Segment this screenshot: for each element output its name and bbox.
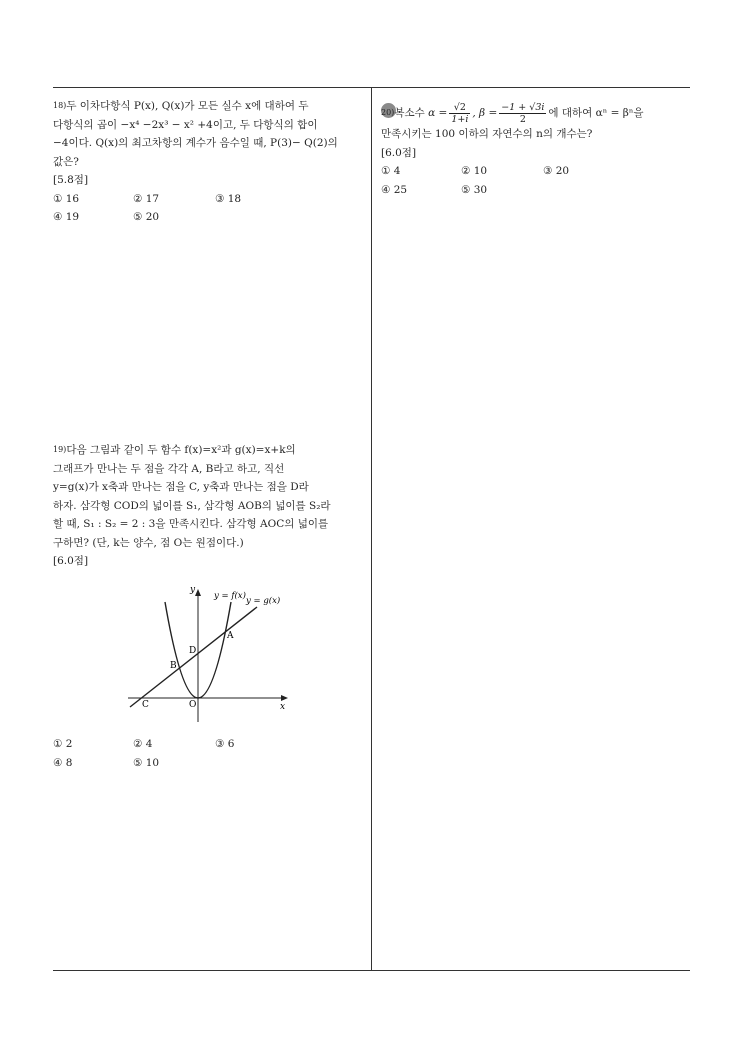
question-18-number: 18) (53, 101, 67, 110)
choice-4[interactable]: ④ 19 (53, 211, 80, 223)
choice-3[interactable]: ③ 18 (215, 192, 242, 205)
choice-4[interactable]: ④ 25 (381, 183, 408, 196)
question-19-line-6: 구하면? (단, k는 양수, 점 O는 원점이다.) (53, 536, 244, 549)
y-axis-arrow-icon (195, 589, 201, 596)
choice-1[interactable]: ① 2 (53, 738, 73, 750)
question-18 (53, 97, 363, 227)
question-19 (53, 441, 368, 571)
question-18-choices-row-2 (53, 208, 363, 227)
question-19-score: [6.0점] (53, 555, 89, 567)
question-20-line-1-end: 에 대하여 αⁿ = βⁿ을 (548, 107, 644, 119)
line-g (130, 607, 257, 707)
question-19-figure (120, 580, 300, 725)
choice-5[interactable]: ⑤ 20 (133, 211, 160, 223)
alpha-equals: α = (428, 107, 448, 119)
axis-y-label: y (190, 585, 196, 595)
choice-5[interactable]: ⑤ 30 (461, 183, 488, 196)
question-20-score: [6.0점] (381, 146, 417, 159)
question-19-choices-row-2 (53, 754, 363, 773)
question-20-line-1: 20)복소수 α = $\frac{√2}{1+i}$ , β = $\frac{-1 + √3i}{2}$ 에 대하여 αⁿ = βⁿ을 (381, 101, 644, 125)
point-B-label: B (170, 661, 177, 671)
question-18-score: [5.8점] (53, 174, 89, 186)
question-20-choices-row-2 (381, 181, 686, 200)
question-19-number: 19) (53, 445, 67, 454)
question-18-line-3: −4이다. Q(x)의 최고차항의 계수가 음수일 때, P(3)− Q(2)의 (53, 137, 338, 149)
question-18-line-1: 18)두 이차다항식 P(x), Q(x)가 모든 실수 x에 대하여 두 (53, 100, 309, 112)
label-f: y = f(x) (214, 591, 246, 601)
choice-3[interactable]: ③ 20 (543, 165, 570, 177)
choice-2[interactable]: ② 10 (461, 165, 488, 177)
question-19-line-4: 하자. 삼각형 COD의 넓이를 S₁, 삼각형 AOB의 넓이를 S₂라 (53, 499, 331, 512)
question-18-choices-row-1 (53, 190, 363, 209)
question-19-line-5: 할 때, S₁ : S₂ = 2 : 3을 만족시킨다. 삼각형 AOC의 넓이를 (53, 518, 329, 530)
column-divider (371, 88, 372, 970)
alpha-fraction: $\frac{√2}{1+i}$ (451, 101, 469, 125)
choice-2[interactable]: ② 17 (133, 192, 160, 205)
question-18-line-4: 값은? (53, 155, 79, 168)
point-A-label: A (227, 631, 234, 641)
point-O-label: O (189, 700, 197, 710)
question-19-choices-row-1 (53, 735, 363, 754)
choice-1[interactable]: ① 4 (381, 165, 401, 177)
question-19-choices (53, 735, 363, 772)
question-19-line-2: 그래프가 만나는 두 점을 각각 A, B라고 하고, 직선 (53, 462, 285, 475)
choice-1[interactable]: ① 16 (53, 192, 80, 205)
point-C-label: C (142, 700, 149, 710)
label-g: y = g(x) (246, 596, 281, 606)
beta-equals: , β = (472, 107, 498, 119)
bottom-rule (53, 970, 690, 971)
x-axis-arrow-icon (281, 695, 288, 701)
choice-5[interactable]: ⑤ 10 (133, 756, 160, 769)
axis-x-label: x (280, 702, 286, 712)
point-D-label: D (189, 646, 197, 656)
question-20-number: 20) (381, 108, 395, 117)
question-20 (381, 101, 686, 199)
beta-fraction: $\frac{-1 + √3i}{2}$ (501, 101, 545, 125)
choice-3[interactable]: ③ 6 (215, 738, 235, 750)
question-19-line-3: y=g(x)가 x축과 만나는 점을 C, y축과 만나는 점을 D라 (53, 481, 309, 493)
choice-4[interactable]: ④ 8 (53, 756, 73, 769)
question-19-line-1: 19)다음 그림과 같이 두 함수 f(x)=x²과 g(x)=x+k의 (53, 444, 296, 456)
choice-2[interactable]: ② 4 (133, 738, 153, 750)
question-20-line-2: 만족시키는 100 이하의 자연수의 n의 개수는? (381, 128, 593, 140)
question-18-line-2: 다항식의 곱이 −x⁴ −2x³ − x² +4이고, 두 다항식의 합이 (53, 118, 318, 131)
question-20-choices-row-1 (381, 162, 686, 181)
